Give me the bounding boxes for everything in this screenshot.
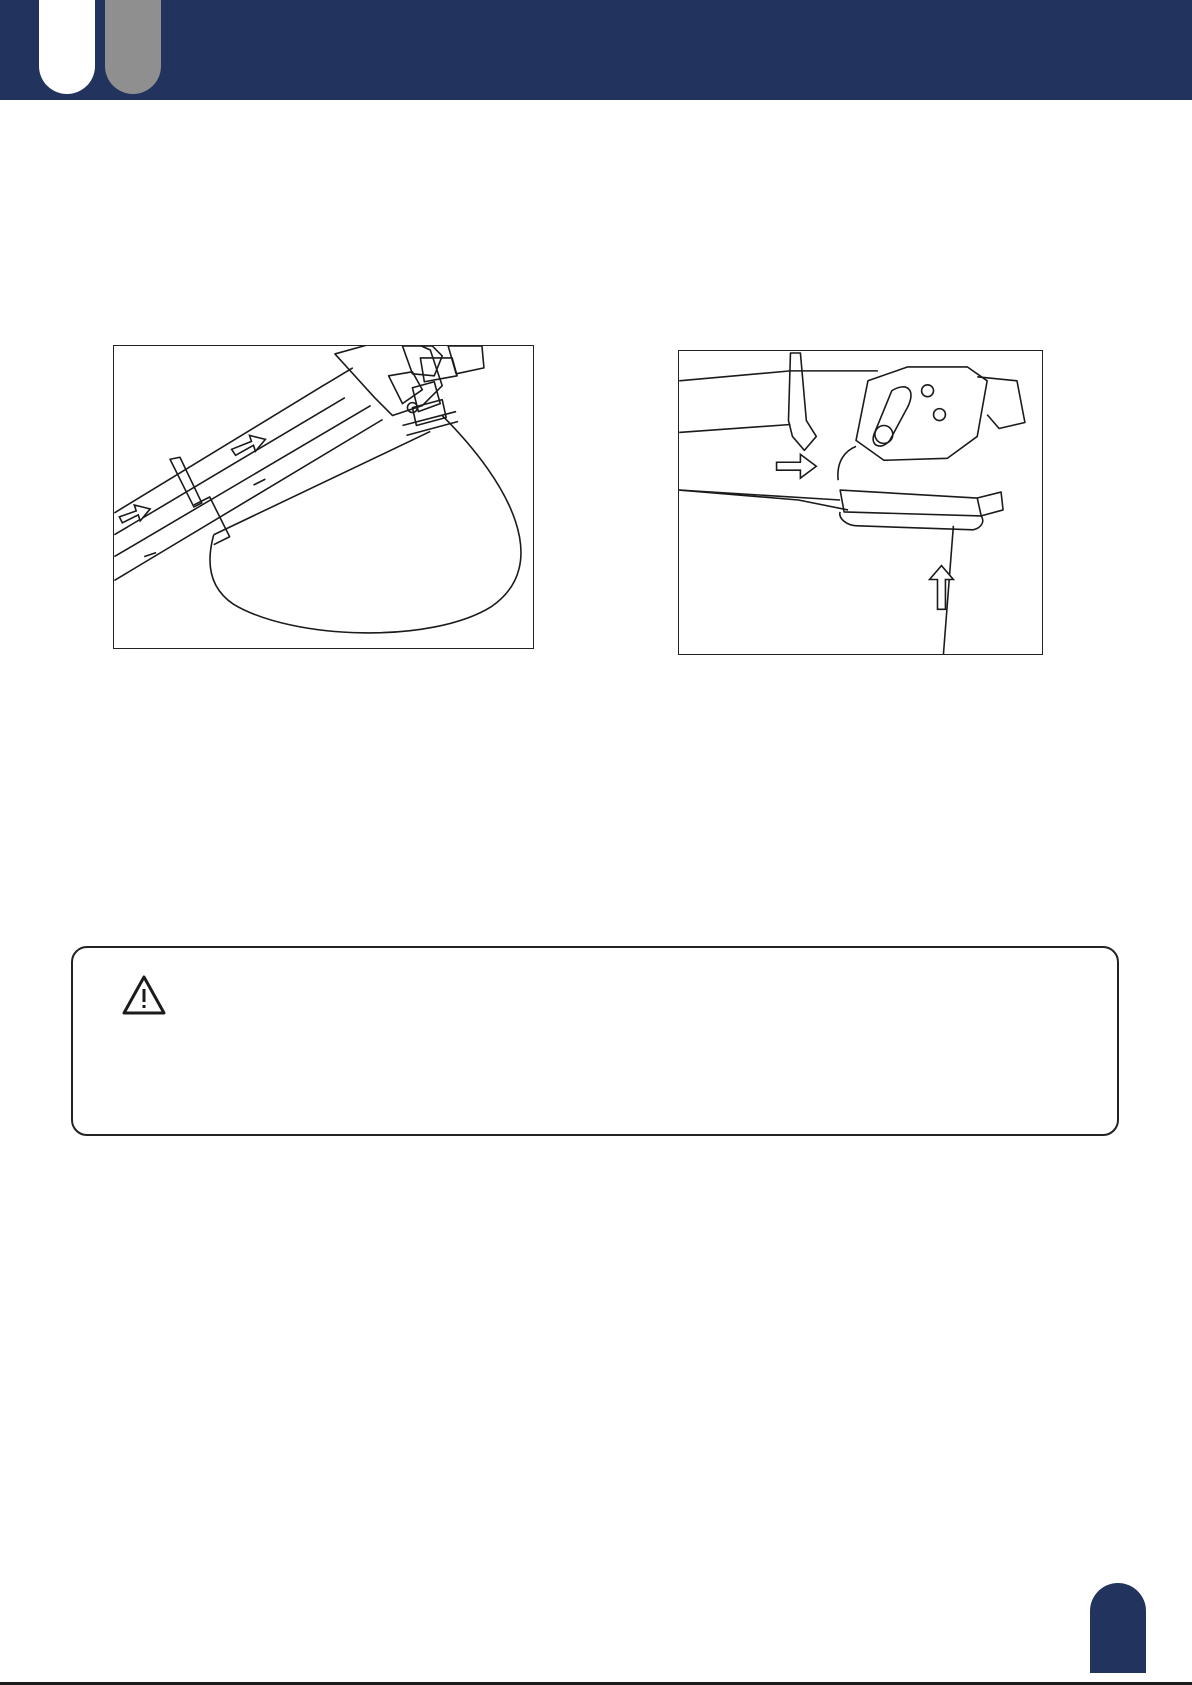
chapter-tab-gray — [105, 0, 161, 94]
page-number-tab — [1090, 1583, 1146, 1673]
figure-blower-tube-with-bag — [113, 345, 534, 649]
warning-box — [71, 946, 1119, 1136]
latch-attachment-illustration — [679, 351, 1042, 654]
warning-triangle-icon — [121, 974, 167, 1016]
blower-tube-illustration — [114, 346, 533, 648]
figure-bag-latch-attachment — [678, 350, 1043, 655]
header-bar — [0, 0, 1192, 100]
chapter-tab-white — [39, 0, 95, 94]
